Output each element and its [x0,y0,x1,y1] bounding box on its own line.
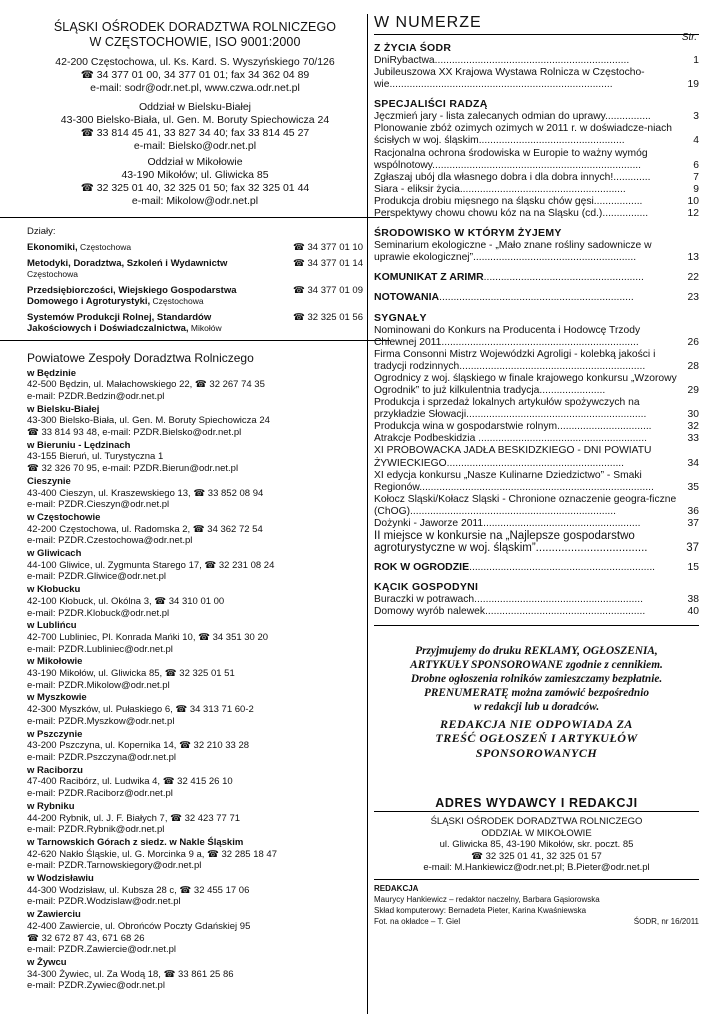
org-email: e-mail: sodr@odr.net.pl, www.czwa.odr.net.pl [90,82,300,94]
toc-entry [374,594,699,606]
toc-category: SYGNAŁY [374,311,427,324]
toc-entry [374,240,699,264]
departments-label: Działy: [27,226,56,237]
toc-title: W NUMERZE [374,14,482,31]
pzdr-email: e-mail: PZDR.Bedzin@odr.net.pl [27,390,165,402]
toc-dots: .................................................................... [439,292,634,304]
editorial-rule [374,879,699,880]
pzdr-entry [27,909,363,956]
toc-entry-page: 13 [687,252,699,264]
pzdr-city: w Bieruniu - Lędzinach [27,439,131,451]
cover-photo-credit: Fot. na okładce – T. Giel [374,916,461,926]
pzdr-address: ☎ 32 326 70 95, e-mail: PZDR.Bierun@odr.net.pl [27,463,239,475]
pzdr-address: 42-300 Myszków, ul. Pułaskiego 6, ☎ 34 313 71 60-2 [27,704,254,716]
toc-entry-title: Produkcja i sprzedaż lokalnych artykułów spożywczych na przykładzie Słowacji............................................................... [374,397,647,421]
toc-entry-title: Nominowani do Konkurs na Producenta i Hodowcę Trzody Chlewnej 2011..................................................................... [374,324,641,348]
toc-entry [374,148,699,172]
pzdr-entry [27,404,363,439]
pzdr-email: e-mail: PZDR.Mikolow@odr.net.pl [27,679,170,691]
toc-title-rule [374,34,699,35]
pzdr-address: 44-200 Rybnik, ul. J. F. Białych 7, ☎ 32 423 77 71 [27,812,241,824]
pzdr-entry [27,620,363,655]
pzdr-address: 43-190 Mikołów, ul. Gliwicka 85, ☎ 32 325 01 51 [27,668,235,680]
toc-entry [374,196,699,208]
toc-entry-title: Atrakcje Podbeskidzia ........................................................... [374,433,647,445]
department-name: Metodyki, Doradztwa, Szkoleń i Wydawnictw [27,257,228,269]
department-row [27,242,363,254]
pzdr-entry [27,656,363,691]
advertising-line: Przyjmujemy do druku REKLAMY, OGŁOSZENIA, [415,644,658,657]
toc-entry [374,421,699,433]
department-name: Ekonomiki, [27,242,78,253]
pzdr-email: e-mail: PZDR.Myszkow@odr.net.pl [27,715,175,727]
column-divider [367,14,368,1014]
toc-entry [374,530,699,554]
pzdr-address: 43-400 Cieszyn, ul. Kraszewskiego 13, ☎ 33 852 08 94 [27,487,264,499]
branch-bielsko-phone: ☎ 33 814 45 41, 33 827 34 40; fax 33 814 45 27 [80,127,310,139]
toc-inline-entry [374,561,679,574]
toc-entry-page: 32 [687,421,699,433]
departments-list [27,242,363,335]
pzdr-email: e-mail: PZDR.Rybnik@odr.net.pl [27,824,165,836]
advertising-line: ARTYKUŁY SPONSOROWANE zgodnie z cennikiem. [410,658,663,671]
pzdr-address: 42-700 Lubliniec, Pl. Konrada Mańki 10, ☎ 34 351 30 20 [27,631,269,643]
department-row [27,258,363,281]
pzdr-city: w Lublińcu [27,620,77,632]
department-city: Częstochowa [150,296,204,306]
toc-entry [374,445,699,469]
toc-entry [374,184,699,196]
toc-category: ROK W OGRODZIE [374,561,470,574]
toc-entry-page: 19 [687,79,699,91]
toc-entry-title: Dożynki - Jaworze 2011....................................................... [374,518,641,529]
toc-entry [374,123,699,147]
pzdr-city: w Mikołowie [27,656,83,668]
toc-entry-page: 29 [687,384,699,396]
pzdr-email: e-mail: PZDR.Wodzislaw@odr.net.pl [27,896,181,908]
editorial-box [374,883,699,927]
toc-entry [374,494,699,518]
toc-entry-title: Jubileuszowa XX Krajowa Wystawa Rolnicza w Częstocho-wie.............................................................................. [374,67,645,91]
toc-entry-title: Firma Consonni Mistrz Wojewódzki Agroligi - kolebką jakości i tradycji rodzinnych................................................................. [374,348,656,372]
pzdr-entry [27,692,363,727]
pzdr-entry [27,584,363,619]
publisher-title: ADRES WYDAWCY I REDAKCJI [435,796,638,811]
toc-entry-title: Siara - eliksir życia.......................................................... [374,183,626,195]
org-phone: ☎ 34 377 01 00, 34 377 01 01; fax 34 362 04 89 [80,69,310,81]
pzdr-address: 47-400 Racibórz, ul. Ludwika 4, ☎ 32 415 26 10 [27,776,233,788]
pzdr-entry [27,729,363,764]
toc-dots: ........................................................ [483,272,644,284]
advertising-line: w redakcji lub u doradców. [473,700,600,713]
department-phone: ☎ 32 325 01 56 [293,311,363,323]
toc-entry-title: Racjonalna ochrona środowiska w Europie to ważny wymóg wspólnotowy......................................................................... [374,147,648,171]
toc-entry-page: 37 [686,542,699,555]
editorial-line: Skład komputerowy: Bernadeta Pieter, Karina Kwaśniewska [374,905,587,915]
disclaimer-line: TREŚĆ OGŁOSZEŃ I ARTYKUŁÓW [435,731,638,746]
pzdr-address: 44-100 Gliwice, ul. Zygmunta Starego 17, ☎ 32 231 08 24 [27,559,275,571]
pzdr-email: e-mail: PZDR.Lubliniec@odr.net.pl [27,643,173,655]
toc-entry-title: DniRybactwa.................................................................... [374,55,630,66]
toc-category: SPECJALIŚCI RADZĄ [374,98,488,111]
pzdr-title: Powiatowe Zespoły Doradztwa Rolniczego [27,350,254,365]
publisher-line: ODDZIAŁ W MIKOŁOWIE [481,827,592,839]
pzdr-entry [27,548,363,583]
toc-entry [374,271,699,284]
pzdr-entry [27,512,363,547]
pzdr-email: e-mail: PZDR.Raciborz@odr.net.pl [27,788,173,800]
pzdr-city: Cieszynie [27,475,71,487]
department-city: Częstochowa [27,269,79,279]
pzdr-entry [27,440,363,475]
issue-number: ŚODR, nr 16/2011 [633,916,699,926]
toc-entry-title: Kołocz Śląski/Kołacz Śląski - Chronione oznaczenie geogra-ficzne (ChOG)........................................................................ [374,493,677,517]
pzdr-entry [27,837,363,872]
toc-entry-title: Plonowanie zbóż ozimych ozimych w 2011 r. w doświadcze-niach ścisłych w woj. śląskim................................................... [374,123,672,147]
toc-entry-page: 7 [693,171,699,183]
department-phone: ☎ 34 377 01 09 [293,284,363,296]
toc-entry-page: 6 [693,159,699,171]
publisher-line: ŚLĄSKI OŚRODEK DORADZTWA ROLNICZEGO [430,816,643,828]
branch-bielsko-title: Oddział w Bielsku-Białej [138,101,252,113]
pzdr-city: w Będzinie [27,367,77,379]
toc-entry-title: XI edycja konkursu „Nasze Kulinarne Dziedzictwo” - Smaki Regionów.................................................................................. [374,469,654,493]
pzdr-email: e-mail: PZDR.Gliwice@odr.net.pl [27,571,166,583]
pzdr-entry [27,476,363,511]
publisher-line: ☎ 32 325 01 41, 32 325 01 57 [471,850,602,862]
toc-entry-title: Buraczki w potrawach........................................................... [374,594,643,606]
toc-entry-title: Produkcja wina w gospodarstwie rolnym................................. [374,421,652,433]
branch-mikolow-phone: ☎ 32 325 01 40, 32 325 01 50; fax 32 325 01 44 [80,182,310,194]
toc-entry-title: Zgłaszaj ubój dla własnego dobra i dla dobra innych!............. [374,171,651,183]
toc-category: Z ŻYCIA ŚODR [374,42,452,54]
pzdr-city: w Kłobucku [27,584,81,596]
pzdr-address: 42-200 Częstochowa, ul. Radomska 2, ☎ 34 362 72 54 [27,523,263,535]
toc-entry-page: 23 [687,292,699,304]
pzdr-address: 42-500 Będzin, ul. Małachowskiego 22, ☎ 32 267 74 35 [27,379,265,391]
toc-entry-page: 1 [693,55,699,66]
pzdr-entry [27,957,363,992]
pzdr-email: e-mail: PZDR.Zywiec@odr.net.pl [27,980,165,992]
toc-entry [374,111,699,123]
toc-entry [374,172,699,184]
pzdr-email: e-mail: PZDR.Klobuck@odr.net.pl [27,607,170,619]
toc-category: KOMUNIKAT Z ARIMR [374,271,484,284]
publisher-rule [374,811,699,812]
toc-entry [374,433,699,445]
toc-entry-title: Seminarium ekologiczne - „Mało znane rośliny sadownicze w uprawie ekologicznej”......................................................... [374,240,652,264]
toc-entry-title: Jęczmień jary - lista zalecanych odmian do uprawy................ [374,111,651,123]
editorial-label: REDAKCJA [374,883,419,893]
pzdr-city: w Żywcu [27,956,67,968]
disclaimer-line: REDAKCJA NIE ODPOWIADA ZA [440,716,633,731]
toc-entry-page: 22 [687,272,699,284]
toc-entry [374,67,699,91]
pzdr-city: w Rybniku [27,800,75,812]
pzdr-address: 44-300 Wodzisław, ul. Kubsza 28 c, ☎ 32 455 17 06 [27,884,250,896]
toc-entry-page: 37 [687,518,699,529]
pzdr-entry [27,765,363,800]
toc-entry-title: II miejsce w konkursie na „Najlepsze gospodarstwo agroturystyczne w woj. śląskim”................................... [374,530,648,555]
toc-category: ŚRODOWISKO W KTÓRYM ŻYJEMY [374,227,562,240]
org-title-1: ŚLĄSKI OŚRODEK DORADZTWA ROLNICZEGO [53,20,337,34]
department-name: Systemów Produkcji Rolnej, Standardów Jakościowych i Doświadczalnictwa, [27,311,212,334]
branch-bielsko-email: e-mail: Bielsko@odr.net.pl [133,140,257,152]
page-column-label: Str. [681,32,697,43]
pzdr-email: e-mail: PZDR.Cieszyn@odr.net.pl [27,499,170,511]
pzdr-city: w Gliwicach [27,548,82,560]
toc-entry [374,208,699,220]
toc-entry [374,325,699,349]
org-title-2: W CZĘSTOCHOWIE, ISO 9001:2000 [89,35,301,49]
toc-entry [374,349,699,373]
advertising-note [374,644,699,714]
toc-entry [374,291,699,304]
pzdr-city: w Bielsku-Białej [27,403,100,415]
toc-entry-title: Perspektywy chowu chowu kóz na na Śląsku (cd.)................ [374,208,649,220]
toc-entry-page: 9 [693,183,699,195]
toc-dots: ................................................................. [469,562,656,574]
toc-entry-page: 33 [687,433,699,445]
toc-bottom-rule [374,625,699,626]
pzdr-email: e-mail: PZDR.Zawiercie@odr.net.pl [27,944,177,956]
pzdr-city: w Zawierciu [27,909,81,921]
org-header [27,20,363,208]
toc-entry-title: Produkcja drobiu mięsnego na śląsku chów gęsi................. [374,195,643,207]
branch-mikolow-title: Oddział w Mikołowie [147,156,243,168]
pzdr-address: 43-300 Bielsko-Biała, ul. Gen. M. Boruty Spiechowicza 24 [27,415,270,427]
branch-mikolow-email: e-mail: Mikolow@odr.net.pl [131,195,259,207]
department-row [27,312,363,335]
editorial-line: Maurycy Hankiewicz – redaktor naczelny, Barbara Gąsiorowska [374,894,600,904]
advertising-line: PRENUMERATĘ można zamówić bezpośrednio [423,686,650,699]
table-of-contents [374,42,699,619]
toc-entry-page: 38 [687,594,699,606]
pzdr-list [27,368,363,993]
department-city: Mikołów [188,323,222,333]
toc-entry-page: 35 [687,481,699,493]
toc-category: NOTOWANIA [374,291,440,304]
pzdr-city: w Myszkowie [27,692,87,704]
toc-entry-page: 15 [687,562,699,574]
pzdr-address: 43-200 Pszczyna, ul. Kopernika 14, ☎ 32 210 33 28 [27,740,250,752]
pzdr-email: e-mail: PZDR.Czestochowa@odr.net.pl [27,535,193,547]
toc-entry-page: 4 [693,135,699,147]
department-city: Częstochowa [77,242,132,252]
pzdr-entry [27,873,363,908]
left-column [27,20,363,993]
toc-entry [374,373,699,397]
pzdr-address: 42-620 Nakło Śląskie, ul. G. Morcinka 9 a, ☎ 32 285 18 47 [27,848,277,860]
section-divider [0,340,390,341]
toc-entry-page: 34 [687,457,699,469]
toc-entry [374,561,699,574]
pzdr-address: 34-300 Żywiec, ul. Za Wodą 18, ☎ 33 861 25 86 [27,968,234,980]
toc-entry-title: XI PRÓBOWACKA JADŁA BESKIDZKIEGO - DNI POWIATU ŻYWIECKIEGO.............................................................. [374,445,652,469]
pzdr-city: w Raciborzu [27,764,83,776]
toc-entry-title: Ogrodnicy z woj. śląskiego w finale krajowego konkursu „Wzorowy Ogrodnik” to już kilkulentnia tradycja....................... [374,372,677,396]
department-phone: ☎ 34 377 01 14 [293,257,363,269]
publisher-address [374,816,699,874]
toc-entry-page: 28 [687,360,699,372]
pzdr-address: ☎ 32 672 87 43, 671 68 26 [27,932,145,944]
toc-inline-entry [374,291,679,304]
toc-entry-page: 3 [693,111,699,123]
department-row [27,285,363,308]
pzdr-address: ☎ 33 814 93 48, e-mail: PZDR.Bielsko@odr.net.pl [27,427,242,439]
publisher-line: e-mail: M.Hankiewicz@odr.net.pl; B.Pieter@odr.net.pl [423,862,650,874]
branch-mikolow-address: 43-190 Mikołów; ul. Gliwicka 85 [121,169,269,181]
toc-entry [374,606,699,618]
pzdr-address: 43-155 Bieruń, ul. Turystyczna 1 [27,451,164,463]
pzdr-address: 42-400 Zawiercie, ul. Obrońców Poczty Gdańskiej 95 [27,920,251,932]
toc-category: KĄCIK GOSPODYNI [374,581,479,594]
toc-entry-page: 26 [687,336,699,348]
disclaimer-line: SPONSOROWANYCH [475,745,598,760]
department-phone: ☎ 34 377 01 10 [293,242,363,253]
toc-entry [374,55,699,67]
branch-bielsko-address: 43-300 Bielsko-Biała, ul. Gen. M. Boruty Spiechowicza 24 [60,114,330,126]
toc-inline-entry [374,271,679,284]
disclaimer [374,717,699,761]
toc-entry-page: 36 [687,505,699,517]
toc-entry [374,397,699,421]
org-address: 42-200 Częstochowa, ul. Ks. Kard. S. Wyszyńskiego 70/126 [55,56,335,68]
right-column [374,14,699,927]
pzdr-entry [27,801,363,836]
pzdr-city: w Tarnowskich Górach z siedz. w Nakle Śląskim [27,836,244,848]
publisher-line: ul. Gliwicka 85, 43-190 Mikołów, skr. poczt. 85 [439,839,634,851]
toc-entry-page: 40 [687,606,699,618]
toc-entry-page: 30 [687,409,699,421]
pzdr-email: e-mail: PZDR.Pszczyna@odr.net.pl [27,752,177,763]
pzdr-address: 42-100 Kłobuck, ul. Okólna 3, ☎ 34 310 01 00 [27,595,225,607]
toc-entry [374,518,699,530]
pzdr-entry [27,368,363,403]
toc-entry-title: Domowy wyrób nalewek........................................................ [374,606,646,618]
section-divider [0,217,390,218]
toc-entry-page: 12 [687,208,699,220]
advertising-line: Drobne ogłoszenia rolników zamieszczamy bezpłatnie. [410,672,663,685]
toc-entry-page: 10 [687,195,699,207]
toc-entry [374,470,699,494]
pzdr-city: w Wodzisławiu [27,873,94,885]
pzdr-city: w Pszczynie [27,728,83,740]
department-name: Przedsiębiorczości, Wiejskiego Gospodarstwa Domowego i Agroturystyki, [27,284,237,307]
pzdr-email: e-mail: PZDR.Tarnowskiegory@odr.net.pl [27,860,202,872]
pzdr-city: w Częstochowie [27,511,101,523]
